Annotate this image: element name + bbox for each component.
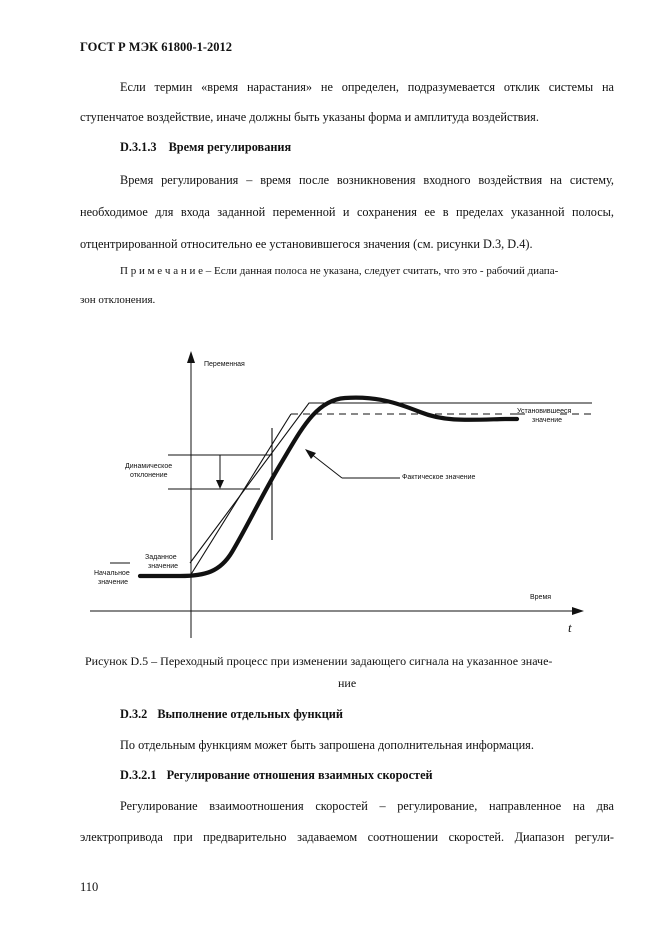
section-number: D.3.2 xyxy=(120,707,148,721)
steady-value-label: Установившееся xyxy=(517,408,572,415)
dynamic-deviation-label: Динамическое xyxy=(125,463,173,470)
y-axis-arrow-icon xyxy=(187,351,195,363)
document-header: ГОСТ Р МЭК 61800-1-2012 xyxy=(80,40,233,54)
paragraph-line: необходимое для входа заданной переменной и сохранения ее в пределах указанной полосы, xyxy=(80,205,614,219)
paragraph-line: Время регулирования – время после возникновения входного воздействия на систему, xyxy=(120,173,614,187)
t-symbol: t xyxy=(568,620,572,635)
time-label: Время xyxy=(530,594,552,601)
leader-arrow-icon xyxy=(305,449,316,459)
section-number: D.3.2.1 xyxy=(120,768,157,782)
dynamic-deviation-label: отклонение xyxy=(130,472,168,479)
paragraph-line: отцентрированной относительно ее установившегося значения (см. рисунки D.3, D.4). xyxy=(80,237,533,251)
note-line: зон отклонения. xyxy=(80,294,156,306)
section-title: Время регулирования xyxy=(168,140,292,154)
setpoint-ramp-lower xyxy=(190,414,291,576)
note-text: – Если данная полоса не указана, следует считать, что это - рабочий диапа- xyxy=(205,265,559,277)
x-axis-arrow-icon xyxy=(572,607,584,615)
figure-caption: ние xyxy=(338,676,357,690)
section-title: Выполнение отдельных функций xyxy=(157,707,343,721)
section-heading-d321 xyxy=(120,768,433,783)
paragraph-line: По отдельным функциям может быть запрошена дополнительная информация. xyxy=(120,738,534,752)
initial-value-label: Начальное xyxy=(94,570,130,577)
page-number: 110 xyxy=(80,880,99,894)
initial-value-label: значение xyxy=(98,579,129,586)
paragraph-line: Регулирование взаимоотношения скоростей – регулирование, направленное на два xyxy=(120,799,614,813)
actual-value-label: Фактическое значение xyxy=(402,474,476,481)
paragraph-line: Если термин «время нарастания» не определен, подразумевается отклик системы на xyxy=(120,80,614,94)
section-heading-d32 xyxy=(120,707,343,722)
note-label: П р и м е ч а н и е xyxy=(120,265,203,277)
steady-value-label: значение xyxy=(532,417,563,424)
figure-caption: Рисунок D.5 – Переходный процесс при изменении задающего сигнала на указанное значе- xyxy=(85,654,553,668)
section-title: Регулирование отношения взаимных скоростей xyxy=(166,768,433,782)
y-axis-label: Переменная xyxy=(204,361,245,368)
paragraph-line: ступенчатое воздействие, иначе должны быть указаны форма и амплитуда воздействия. xyxy=(80,110,539,124)
actual-response-curve xyxy=(140,398,517,576)
set-value-label: значение xyxy=(148,563,179,570)
deviation-arrow-icon xyxy=(216,480,224,489)
setpoint-ramp-upper xyxy=(190,403,592,563)
section-number: D.3.1.3 xyxy=(120,140,157,154)
paragraph-line: электропривода при предварительно задаваемом соотношении скоростей. Диапазон регули- xyxy=(80,830,614,844)
set-value-label: Заданное xyxy=(145,554,177,561)
actual-value-leader xyxy=(310,453,342,478)
